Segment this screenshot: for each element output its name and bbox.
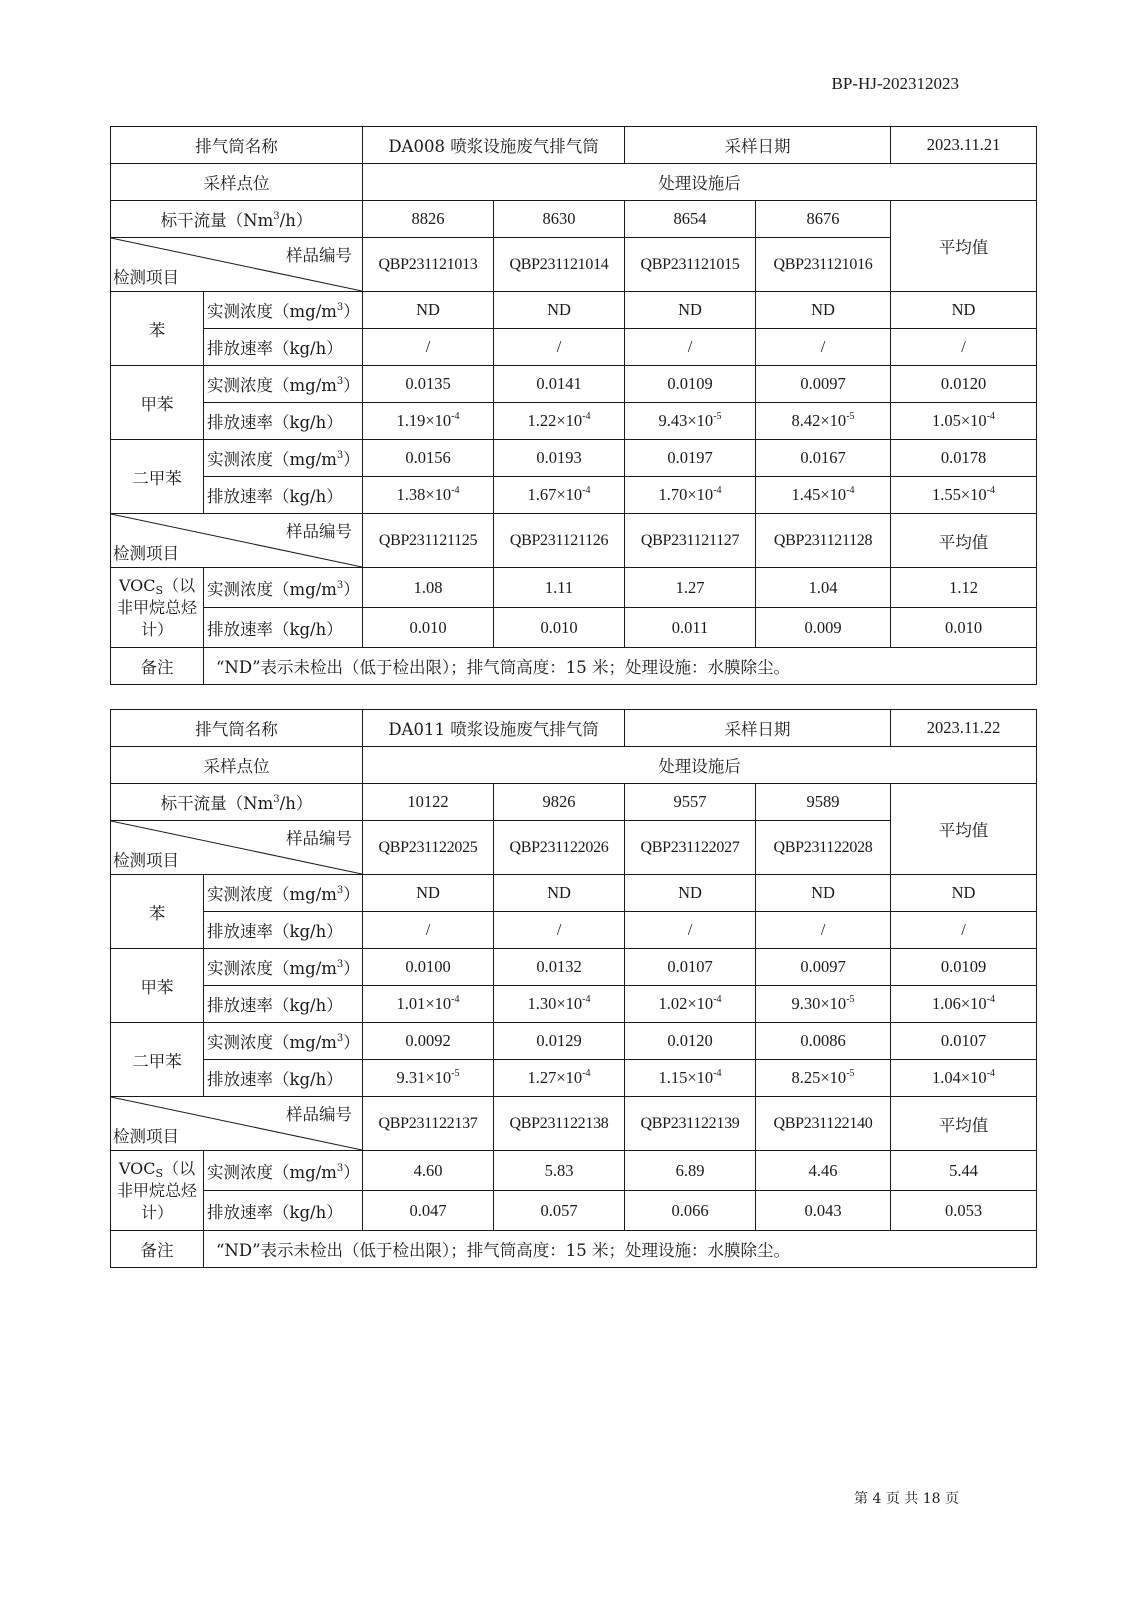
xylene-rate: $1.45\times 10^{-4}$ bbox=[756, 477, 891, 514]
benzene-concentration: ND bbox=[756, 875, 891, 912]
flow-value: 8654 bbox=[625, 201, 756, 238]
voc-concentration: 1.12 bbox=[891, 568, 1037, 608]
average-header: 平均值 bbox=[891, 514, 1037, 568]
voc-concentration: 5.44 bbox=[891, 1151, 1037, 1191]
xylene-rate: $1.70\times 10^{-4}$ bbox=[625, 477, 756, 514]
sample-id: QBP231122025 bbox=[363, 821, 494, 875]
concentration-label: 实测浓度$(mg/m^3)$ bbox=[204, 440, 363, 477]
pollutant-vocs: $VOC_S$（以非甲烷总烃计） bbox=[111, 1151, 204, 1231]
flow-value: 9589 bbox=[756, 784, 891, 821]
pollutant-benzene: 苯 bbox=[111, 292, 204, 366]
toluene-rate: $1.22\times 10^{-4}$ bbox=[494, 403, 625, 440]
toluene-concentration: 0.0097 bbox=[756, 949, 891, 986]
sample-no-label: 样品编号 bbox=[286, 246, 352, 265]
xylene-rate: $1.27\times 10^{-4}$ bbox=[494, 1060, 625, 1097]
benzene-concentration: ND bbox=[494, 292, 625, 329]
sample-id: QBP231122028 bbox=[756, 821, 891, 875]
benzene-rate: / bbox=[494, 329, 625, 366]
pollutant-xylene: 二甲苯 bbox=[111, 440, 204, 514]
benzene-concentration: ND bbox=[363, 292, 494, 329]
xylene-rate: $1.55\times 10^{-4}$ bbox=[891, 477, 1037, 514]
voc-rate: 0.011 bbox=[625, 608, 756, 648]
stack-name-value: DA008 喷浆设施废气排气筒 bbox=[363, 127, 625, 164]
remark-text: “ND”表示未检出（低于检出限）；排气筒高度：15 米；处理设施：水膜除尘。 bbox=[204, 648, 1037, 685]
report-number: BP-HJ-202312023 bbox=[831, 74, 959, 93]
sample-id: QBP231121016 bbox=[756, 238, 891, 292]
toluene-concentration: 0.0097 bbox=[756, 366, 891, 403]
toluene-rate: $1.02\times 10^{-4}$ bbox=[625, 986, 756, 1023]
xylene-rate: $1.67\times 10^{-4}$ bbox=[494, 477, 625, 514]
xylene-concentration: 0.0156 bbox=[363, 440, 494, 477]
toluene-concentration: 0.0120 bbox=[891, 366, 1037, 403]
voc-rate: 0.010 bbox=[891, 608, 1037, 648]
concentration-label: 实测浓度$(mg/m^3)$ bbox=[204, 1023, 363, 1060]
toluene-concentration: 0.0135 bbox=[363, 366, 494, 403]
sample-point-value: 处理设施后 bbox=[363, 747, 1037, 784]
voc-concentration: 1.04 bbox=[756, 568, 891, 608]
voc-concentration: 4.60 bbox=[363, 1151, 494, 1191]
emission-table bbox=[110, 126, 1037, 685]
sample-no-label: 样品编号 bbox=[286, 522, 352, 541]
concentration-label: 实测浓度$(mg/m^3)$ bbox=[204, 366, 363, 403]
sample-id: QBP231121014 bbox=[494, 238, 625, 292]
toluene-rate: $1.30\times 10^{-4}$ bbox=[494, 986, 625, 1023]
benzene-concentration: ND bbox=[363, 875, 494, 912]
xylene-concentration: 0.0193 bbox=[494, 440, 625, 477]
voc-concentration: 5.83 bbox=[494, 1151, 625, 1191]
xylene-concentration: 0.0178 bbox=[891, 440, 1037, 477]
benzene-rate: / bbox=[891, 329, 1037, 366]
rate-label: 排放速率（kg/h） bbox=[204, 329, 363, 366]
voc-sample-id: QBP231121128 bbox=[756, 514, 891, 568]
sample-id: QBP231122026 bbox=[494, 821, 625, 875]
pollutant-benzene: 苯 bbox=[111, 875, 204, 949]
benzene-concentration: ND bbox=[625, 292, 756, 329]
sample-date-value: 2023.11.21 bbox=[891, 127, 1037, 164]
xylene-rate: $8.25\times 10^{-5}$ bbox=[756, 1060, 891, 1097]
emission-table bbox=[110, 709, 1037, 1268]
toluene-rate: $8.42\times 10^{-5}$ bbox=[756, 403, 891, 440]
test-item-label: 检测项目 bbox=[113, 1127, 179, 1146]
benzene-rate: / bbox=[756, 329, 891, 366]
benzene-rate: / bbox=[494, 912, 625, 949]
sample-date-value: 2023.11.22 bbox=[891, 710, 1037, 747]
concentration-label: 实测浓度$(mg/m^3)$ bbox=[204, 1151, 363, 1191]
sample-date-label: 采样日期 bbox=[625, 127, 891, 164]
xylene-concentration: 0.0197 bbox=[625, 440, 756, 477]
rate-label: 排放速率（kg/h） bbox=[204, 986, 363, 1023]
flow-value: 8630 bbox=[494, 201, 625, 238]
pollutant-toluene: 甲苯 bbox=[111, 949, 204, 1023]
voc-sample-id: QBP231121127 bbox=[625, 514, 756, 568]
flow-label: 标干流量（Nm$^3$/h） bbox=[111, 201, 363, 238]
sample-point-label: 采样点位 bbox=[111, 747, 363, 784]
toluene-concentration: 0.0109 bbox=[891, 949, 1037, 986]
xylene-concentration: 0.0107 bbox=[891, 1023, 1037, 1060]
page-number: 第 4 页 共 18 页 bbox=[854, 1491, 959, 1507]
sample-no-label: 样品编号 bbox=[286, 1105, 352, 1124]
flow-value: 8826 bbox=[363, 201, 494, 238]
sample-id: QBP231122027 bbox=[625, 821, 756, 875]
concentration-label: 实测浓度$(mg/m^3)$ bbox=[204, 949, 363, 986]
sample-date-label: 采样日期 bbox=[625, 710, 891, 747]
voc-concentration: 4.46 bbox=[756, 1151, 891, 1191]
voc-rate: 0.057 bbox=[494, 1191, 625, 1231]
voc-rate: 0.043 bbox=[756, 1191, 891, 1231]
toluene-concentration: 0.0107 bbox=[625, 949, 756, 986]
voc-concentration: 1.11 bbox=[494, 568, 625, 608]
stack-name-value: DA011 喷浆设施废气排气筒 bbox=[363, 710, 625, 747]
flow-label: 标干流量（Nm$^3$/h） bbox=[111, 784, 363, 821]
voc-sample-id: QBP231122138 bbox=[494, 1097, 625, 1151]
rate-label: 排放速率（kg/h） bbox=[204, 1060, 363, 1097]
benzene-rate: / bbox=[756, 912, 891, 949]
xylene-concentration: 0.0086 bbox=[756, 1023, 891, 1060]
voc-concentration: 1.27 bbox=[625, 568, 756, 608]
flow-value: 9557 bbox=[625, 784, 756, 821]
average-header: 平均值 bbox=[891, 1097, 1037, 1151]
voc-concentration: 6.89 bbox=[625, 1151, 756, 1191]
voc-sample-header-diagonal bbox=[111, 1097, 363, 1151]
remark-label: 备注 bbox=[111, 648, 204, 685]
rate-label: 排放速率（kg/h） bbox=[204, 477, 363, 514]
stack-name-label: 排气筒名称 bbox=[111, 127, 363, 164]
benzene-concentration: ND bbox=[625, 875, 756, 912]
toluene-rate: $1.19\times 10^{-4}$ bbox=[363, 403, 494, 440]
voc-sample-id: QBP231122139 bbox=[625, 1097, 756, 1151]
benzene-concentration: ND bbox=[891, 292, 1037, 329]
flow-value: 9826 bbox=[494, 784, 625, 821]
rate-label: 排放速率（kg/h） bbox=[204, 912, 363, 949]
sample-no-label: 样品编号 bbox=[286, 829, 352, 848]
toluene-rate: $1.05\times 10^{-4}$ bbox=[891, 403, 1037, 440]
benzene-rate: / bbox=[891, 912, 1037, 949]
voc-concentration: 1.08 bbox=[363, 568, 494, 608]
voc-rate: 0.066 bbox=[625, 1191, 756, 1231]
xylene-concentration: 0.0167 bbox=[756, 440, 891, 477]
pollutant-vocs: $VOC_S$（以非甲烷总烃计） bbox=[111, 568, 204, 648]
remark-text: “ND”表示未检出（低于检出限）；排气筒高度：15 米；处理设施：水膜除尘。 bbox=[204, 1231, 1037, 1268]
stack-name-label: 排气筒名称 bbox=[111, 710, 363, 747]
sample-point-label: 采样点位 bbox=[111, 164, 363, 201]
voc-sample-id: QBP231122137 bbox=[363, 1097, 494, 1151]
toluene-concentration: 0.0132 bbox=[494, 949, 625, 986]
xylene-rate: $1.38\times 10^{-4}$ bbox=[363, 477, 494, 514]
xylene-concentration: 0.0129 bbox=[494, 1023, 625, 1060]
concentration-label: 实测浓度$(mg/m^3)$ bbox=[204, 292, 363, 329]
test-item-label: 检测项目 bbox=[113, 268, 179, 287]
voc-rate: 0.047 bbox=[363, 1191, 494, 1231]
toluene-rate: $9.43\times 10^{-5}$ bbox=[625, 403, 756, 440]
voc-sample-id: QBP231121126 bbox=[494, 514, 625, 568]
voc-sample-id: QBP231121125 bbox=[363, 514, 494, 568]
voc-sample-id: QBP231122140 bbox=[756, 1097, 891, 1151]
test-item-label: 检测项目 bbox=[113, 544, 179, 563]
pollutant-xylene: 二甲苯 bbox=[111, 1023, 204, 1097]
sample-id: QBP231121015 bbox=[625, 238, 756, 292]
benzene-rate: / bbox=[363, 912, 494, 949]
xylene-rate: $9.31\times 10^{-5}$ bbox=[363, 1060, 494, 1097]
voc-rate: 0.010 bbox=[363, 608, 494, 648]
flow-value: 10122 bbox=[363, 784, 494, 821]
benzene-concentration: ND bbox=[494, 875, 625, 912]
test-item-label: 检测项目 bbox=[113, 851, 179, 870]
benzene-concentration: ND bbox=[756, 292, 891, 329]
remark-label: 备注 bbox=[111, 1231, 204, 1268]
voc-rate: 0.053 bbox=[891, 1191, 1037, 1231]
sample-point-value: 处理设施后 bbox=[363, 164, 1037, 201]
benzene-concentration: ND bbox=[891, 875, 1037, 912]
toluene-rate: $9.30\times 10^{-5}$ bbox=[756, 986, 891, 1023]
benzene-rate: / bbox=[625, 329, 756, 366]
flow-value: 8676 bbox=[756, 201, 891, 238]
sample-id: QBP231121013 bbox=[363, 238, 494, 292]
rate-label: 排放速率（kg/h） bbox=[204, 403, 363, 440]
toluene-concentration: 0.0141 bbox=[494, 366, 625, 403]
benzene-rate: / bbox=[625, 912, 756, 949]
toluene-concentration: 0.0100 bbox=[363, 949, 494, 986]
rate-label: 排放速率（kg/h） bbox=[204, 608, 363, 648]
benzene-rate: / bbox=[363, 329, 494, 366]
voc-rate: 0.009 bbox=[756, 608, 891, 648]
xylene-concentration: 0.0092 bbox=[363, 1023, 494, 1060]
sample-header-diagonal bbox=[111, 238, 363, 292]
rate-label: 排放速率（kg/h） bbox=[204, 1191, 363, 1231]
voc-rate: 0.010 bbox=[494, 608, 625, 648]
concentration-label: 实测浓度$(mg/m^3)$ bbox=[204, 568, 363, 608]
sample-header-diagonal bbox=[111, 821, 363, 875]
average-header: 平均值 bbox=[891, 201, 1037, 292]
xylene-rate: $1.04\times 10^{-4}$ bbox=[891, 1060, 1037, 1097]
toluene-rate: $1.01\times 10^{-4}$ bbox=[363, 986, 494, 1023]
average-header: 平均值 bbox=[891, 784, 1037, 875]
pollutant-toluene: 甲苯 bbox=[111, 366, 204, 440]
concentration-label: 实测浓度$(mg/m^3)$ bbox=[204, 875, 363, 912]
voc-sample-header-diagonal bbox=[111, 514, 363, 568]
toluene-rate: $1.06\times 10^{-4}$ bbox=[891, 986, 1037, 1023]
xylene-concentration: 0.0120 bbox=[625, 1023, 756, 1060]
xylene-rate: $1.15\times 10^{-4}$ bbox=[625, 1060, 756, 1097]
toluene-concentration: 0.0109 bbox=[625, 366, 756, 403]
